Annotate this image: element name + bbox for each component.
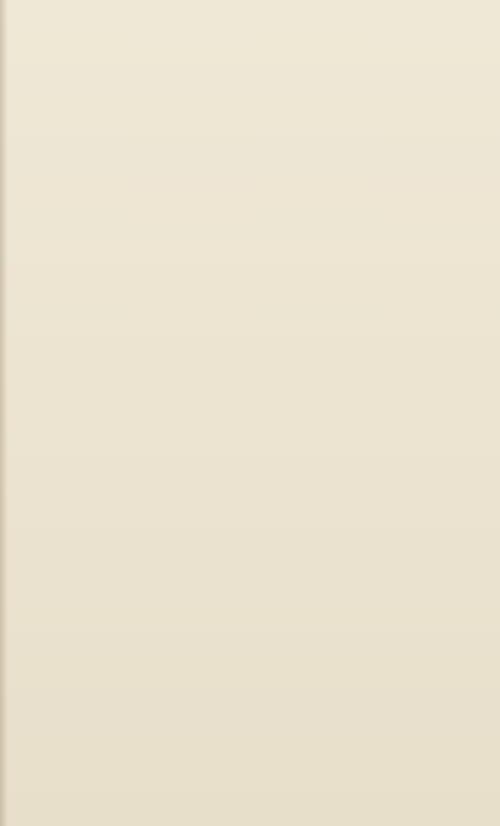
page-header	[0, 0, 500, 60]
bottom-margin	[0, 780, 500, 826]
body-text	[42, 60, 472, 94]
section-heading	[42, 66, 472, 84]
section-heading-line	[42, 66, 472, 84]
